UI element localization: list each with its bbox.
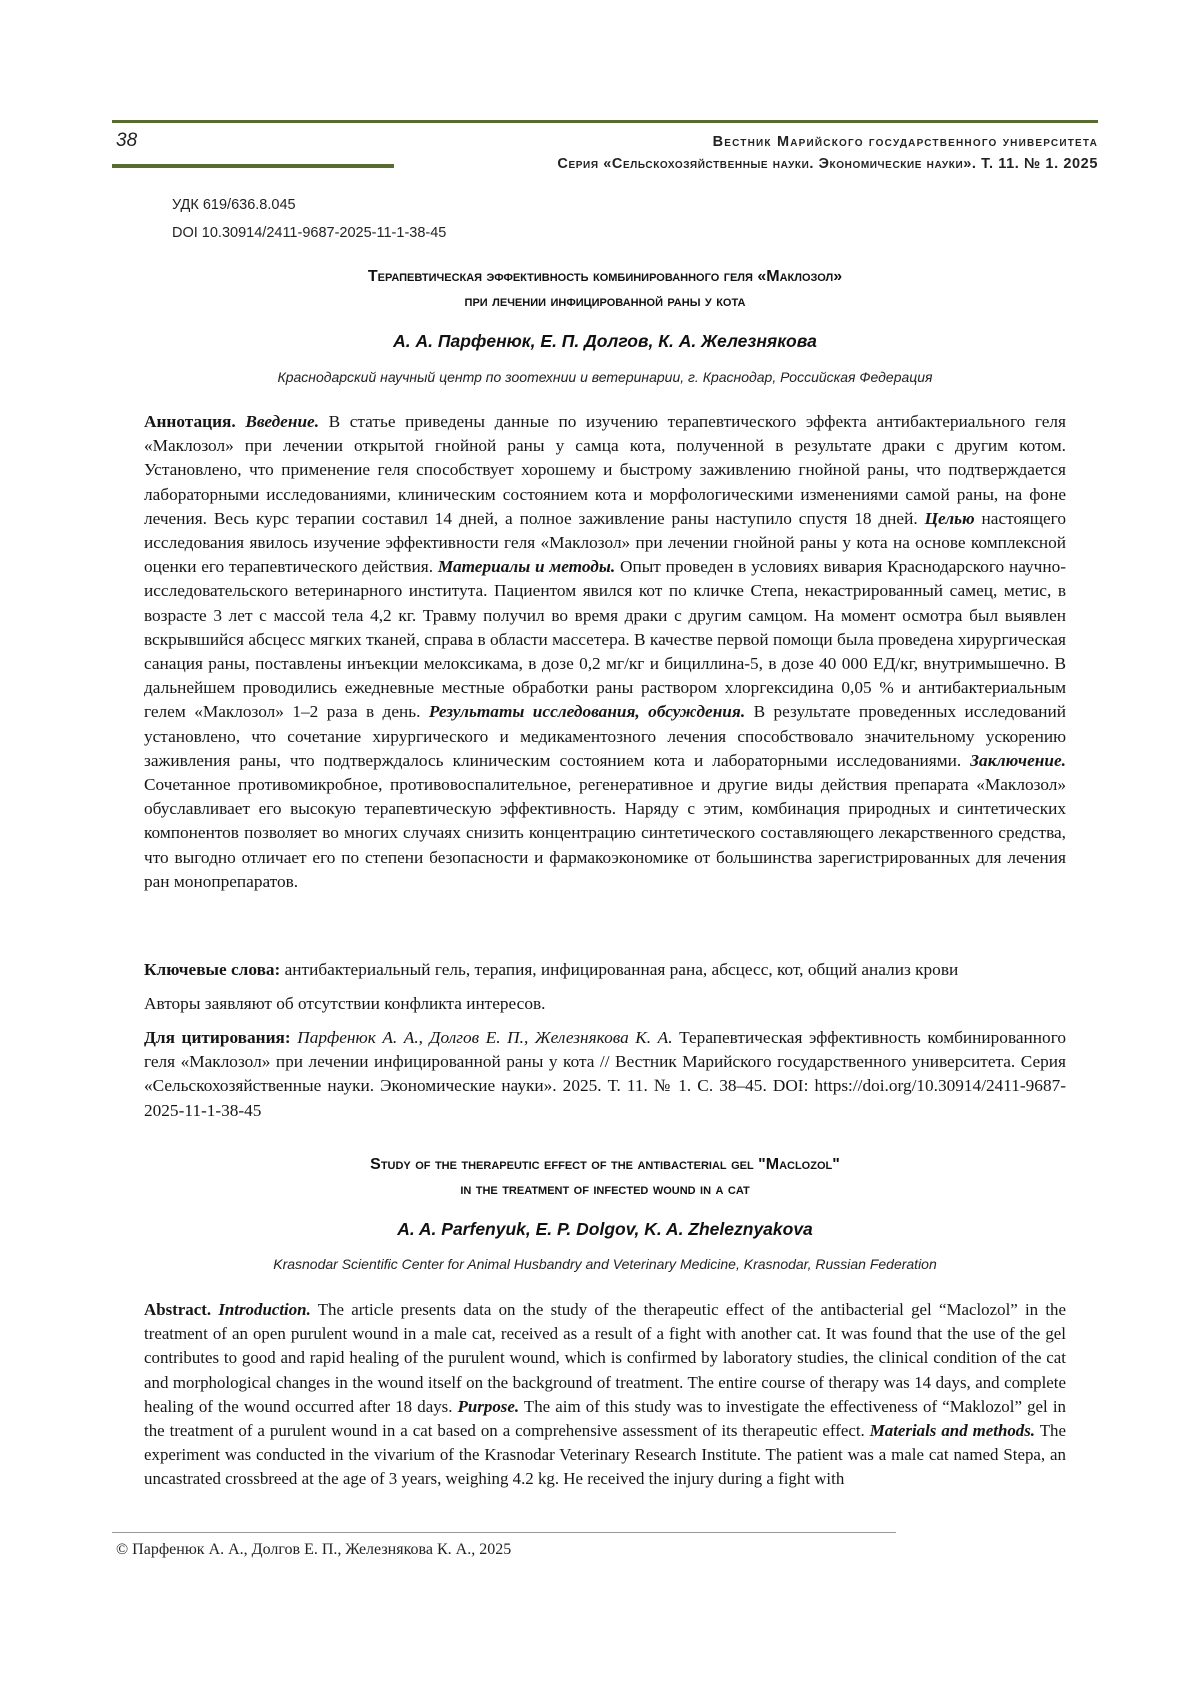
en-purpose-label: Purpose. — [457, 1396, 520, 1416]
ru-results-text: В результате проведенных исследований установлено, что сочетание хирургического и медикаментозного лечения способствовало значительному ускорению заживления раны, что подтверждалось клиническим состоянием кота и лабораторными исследованиями. — [144, 702, 1066, 770]
ru-keywords-text: антибактериальный гель, терапия, инфицированная рана, абсцесс, кот, общий анализ крови — [280, 960, 959, 979]
ru-citation — [144, 1026, 1066, 1123]
en-intro-text: The article presents data on the study of the therapeutic effect of the antibacterial gel “Maclozol” in the treatment of an open purulent wound in a male cat, received as a result of a fight with another cat. It was found that the use of the gel contributes to good and rapid healing of the purulent wound, which is confirmed by laboratory studies, the clinical condition of the cat and morphological changes in the wound itself on the background of treatment. The entire course of therapy was 14 days, and complete healing of the wound occurred after 18 days. — [144, 1300, 1066, 1416]
journal-name: Вестник Марийского государственного университета — [712, 134, 1098, 150]
ru-keywords — [144, 958, 1066, 982]
en-title — [112, 1152, 1098, 1202]
ru-citation-label: Для цитирования: — [144, 1028, 291, 1047]
ru-abstract — [144, 410, 1066, 894]
ru-title — [112, 264, 1098, 314]
en-abstract-label: Abstract. — [144, 1300, 212, 1319]
ru-conclusion-label: Заключение. — [970, 750, 1066, 770]
en-title-line-1: Study of the therapeutic effect of the antibacterial gel "Maclozol" — [370, 1156, 840, 1173]
en-title-line-2: in the treatment of infected wound in a cat — [460, 1181, 750, 1198]
page-number: 38 — [116, 130, 138, 151]
ru-keywords-label: Ключевые слова: — [144, 960, 281, 979]
ru-abstract-label: Аннотация. — [144, 412, 236, 431]
ru-intro-label: Введение. — [245, 412, 320, 431]
ru-title-line-2: при лечении инфицированной раны у кота — [464, 293, 746, 310]
ru-purpose-label: Целью — [924, 508, 975, 528]
ru-purpose-text: настоящего исследования явилось изучение эффективности геля «Маклозол» при лечении гнойной раны у кота на основе комплексной оценки его терапевтического действия. — [144, 508, 1066, 577]
ru-methods-text: Опыт проведен в условиях вивария Краснодарского научно-исследовательского ветеринарного института. Пациентом явился кот по кличке Степа, некастрированный самец, метис, в возрасте 3 лет с массой тела 4,2 кг. Травму получил во время драки с другим самцом. На момент осмотра был выявлен вскрывшийся абсцесс мягких тканей, справа в области массетера. В качестве первой помощи была проведена хирургическая санация раны, поставлены инъекции мелоксикама, в дозе 0,2 мг/кг и бициллина-5, в дозе 40 000 ЕД/кг, внутримышечно. В дальнейшем проводились ежедневные местные обработки раны раствором хлоргексидина 0,05 % и антибактериальным гелем «Маклозол» 1–2 раза в день. — [144, 557, 1066, 722]
ru-citation-text: Терапевтическая эффективность комбинированного геля «Маклозол» при лечении инфицированной раны у кота // Вестник Марийского государственного университета. Серия «Сельскохозяйственные науки. Экономические науки». 2025. Т. 11. № 1. С. 38–45. DOI: https://doi.org/10.30914/2411-9687-2025-11-1-38-45 — [144, 1028, 1066, 1120]
en-authors: A. A. Parfenyuk, E. P. Dolgov, K. A. Zheleznyakova — [397, 1219, 813, 1239]
ru-methods-label: Материалы и методы. — [437, 557, 616, 577]
ru-title-line-1: Терапевтическая эффективность комбинированного геля «Маклозол» — [367, 268, 843, 285]
en-methods-text: The experiment was conducted in the vivarium of the Krasnodar Veterinary Research Institute. The patient was a male cat named Stepa, an uncastrated crossbreed at the age of 3 years, weighing 4.2 kg. He received the injury during a fight with — [144, 1421, 1066, 1489]
ru-affiliation: Краснодарский научный центр по зоотехнии и ветеринарии, г. Краснодар, Российская Федерация — [277, 369, 933, 385]
ru-results-label: Результаты исследования, обсуждения. — [428, 702, 746, 722]
doi-code: DOI 10.30914/2411-9687-2025-11-1-38-45 — [172, 225, 447, 241]
en-affiliation: Krasnodar Scientific Center for Animal Husbandry and Veterinary Medicine, Krasnodar, Russian Federation — [273, 1256, 937, 1272]
ru-conflict-statement: Авторы заявляют об отсутствии конфликта интересов. — [144, 994, 546, 1013]
en-abstract — [144, 1298, 1066, 1492]
en-methods-label: Materials and methods. — [869, 1421, 1036, 1441]
en-purpose-text: The aim of this study was to investigate the effectiveness of “Maklozol” gel in the treatment of a purulent wound in a cat based on a comprehensive assessment of its therapeutic effect. — [144, 1396, 1066, 1441]
en-intro-label: Introduction. — [218, 1300, 311, 1319]
header-rule-top — [112, 120, 1098, 123]
ru-conclusion-text: Сочетанное противомикробное, противовоспалительное, регенеративное и другие виды действия препарата «Маклозол» обуславливает его высокую терапевтическую эффективность. Наряду с этим, комбинация природных и синтетических компонентов позволяет во многих случаях снизить концентрацию синтетического составляющего лекарственного средства, что выгодно отличает его по степени безопасности и фармакоэкономике от большинства зарегистрированных для лечения ран монопрепаратов. — [144, 775, 1066, 891]
footnote-rule — [112, 1532, 896, 1533]
journal-series: Серия «Сельскохозяйственные науки. Экономические науки». Т. 11. № 1. 2025 — [557, 156, 1098, 172]
ru-authors: А. А. Парфенюк, Е. П. Долгов, К. А. Железнякова — [393, 331, 817, 351]
copyright-notice: © Парфенюк А. А., Долгов Е. П., Железнякова К. А., 2025 — [116, 1541, 512, 1558]
header-rule-bottom — [112, 164, 394, 168]
ru-intro-text: В статье приведены данные по изучению терапевтического эффекта антибактериального геля «Маклозол» при лечении открытой гнойной раны у самца кота, полученной в результате драки с другим котом. Установлено, что применение геля способствует хорошему и быстрому заживлению гнойной раны, что подтверждается лабораторными исследованиями, клиническим состоянием кота и морфологическими изменениями самой раны, на фоне лечения. Весь курс терапии составил 14 дней, а полное заживление раны наступило спустя 18 дней. — [144, 412, 1066, 528]
ru-citation-authors: Парфенюк А. А., Долгов Е. П., Железнякова К. А. — [290, 1028, 673, 1047]
udk-code: УДК 619/636.8.045 — [172, 197, 296, 213]
